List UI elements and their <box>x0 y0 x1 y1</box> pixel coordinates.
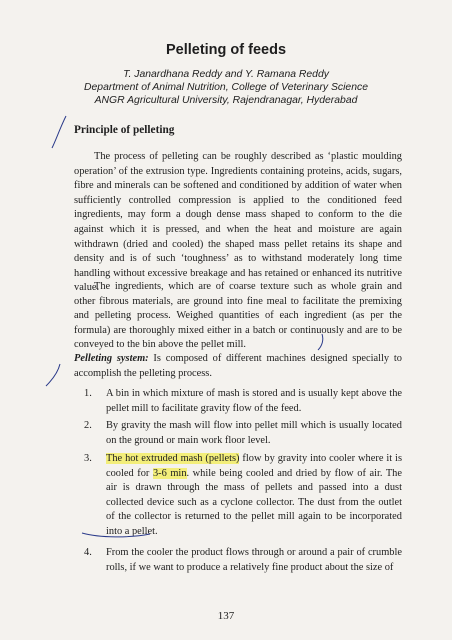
list <box>84 452 402 540</box>
list-number: 1. <box>84 388 92 399</box>
highlighted-text: 3-6 min <box>152 467 187 479</box>
author-university: ANGR Agricultural University, Rajendranagar, Hyderabad <box>94 95 358 106</box>
list-item <box>84 546 402 575</box>
list-item-text: . while being cooled and dried by flow of air. The air is drawn through the mass of pellets and passed into a dust collected device such as a cyclone collector. The dust from the outlet of the collector is returned to the pellet mill again to be incorporated into a pellet. <box>106 467 402 537</box>
list-item-text: A bin in which mixture of mash is stored and is usually kept above the pellet mill to facilitate gravity flow of the feed. <box>106 388 402 414</box>
list-item-text: flow by gravity into cooler where it is cooled for <box>106 453 402 479</box>
page-number: 137 <box>217 610 235 622</box>
list <box>84 419 402 448</box>
author-block <box>0 68 452 107</box>
paragraph-pelleting-system <box>74 352 402 381</box>
list-number: 3. <box>84 453 92 464</box>
pelleting-system-label: Pelleting system: <box>74 353 149 364</box>
page-title: Pelleting of feeds <box>165 42 287 58</box>
highlighted-text: The hot extruded mash (pellets) <box>106 453 240 464</box>
pen-stroke <box>52 116 66 148</box>
list <box>84 387 402 416</box>
list-number: 4. <box>84 547 92 558</box>
section-heading: Principle of pelleting <box>74 124 175 136</box>
author-department: Department of Animal Nutrition, College of Veterinary Science <box>84 82 368 93</box>
list-number: 2. <box>84 420 92 431</box>
list-item-text: From the cooler the product flows through or around a pair of crumble rolls, if we want to produce a relatively fine product about the size of <box>106 547 402 573</box>
author-names: T. Janardhana Reddy and Y. Ramana Reddy <box>123 69 329 80</box>
pen-stroke <box>46 364 60 386</box>
list <box>84 546 402 575</box>
paragraph-principle: The process of pelleting can be roughly described as ‘plastic moulding operation’ of the extrusion type. Ingredients containing proteins, acids, sugars, fibre and minerals can be softened and conditioned by addition of water when sufficiently controlled compression is applied to the conditioned feed ingredients, may form a dough dense mass shaped to conform to the die against which it is pressed, and when the heat and moisture are again withdrawn (dried and cooled) the shaped mass pellet retains its shape and density and is of such ‘toughness’ as to withstand moderately long time handling without excessive breakage and has retained or enhanced its nutritive value. <box>74 151 402 294</box>
pelleting-system-text: Is composed of different machines designed specially to accomplish the pelleting process. <box>74 353 402 379</box>
list-item-text: By gravity the mash will flow into pellet mill which is usually located on the ground or main work floor level. <box>106 420 402 446</box>
list-item <box>84 452 402 540</box>
list-item <box>84 419 402 448</box>
paragraph-ingredients: The ingredients, which are of coarse texture such as whole grain and other fibrous materials, are ground into fine meal to facilitate the premixing and pelleting process. Weighed quantities of each ingredient (as per the formula) are thoroughly mixed either in a batch or continuously and are to be conveyed to the bin above the pellet mill. <box>74 281 402 351</box>
list-item <box>84 387 402 416</box>
